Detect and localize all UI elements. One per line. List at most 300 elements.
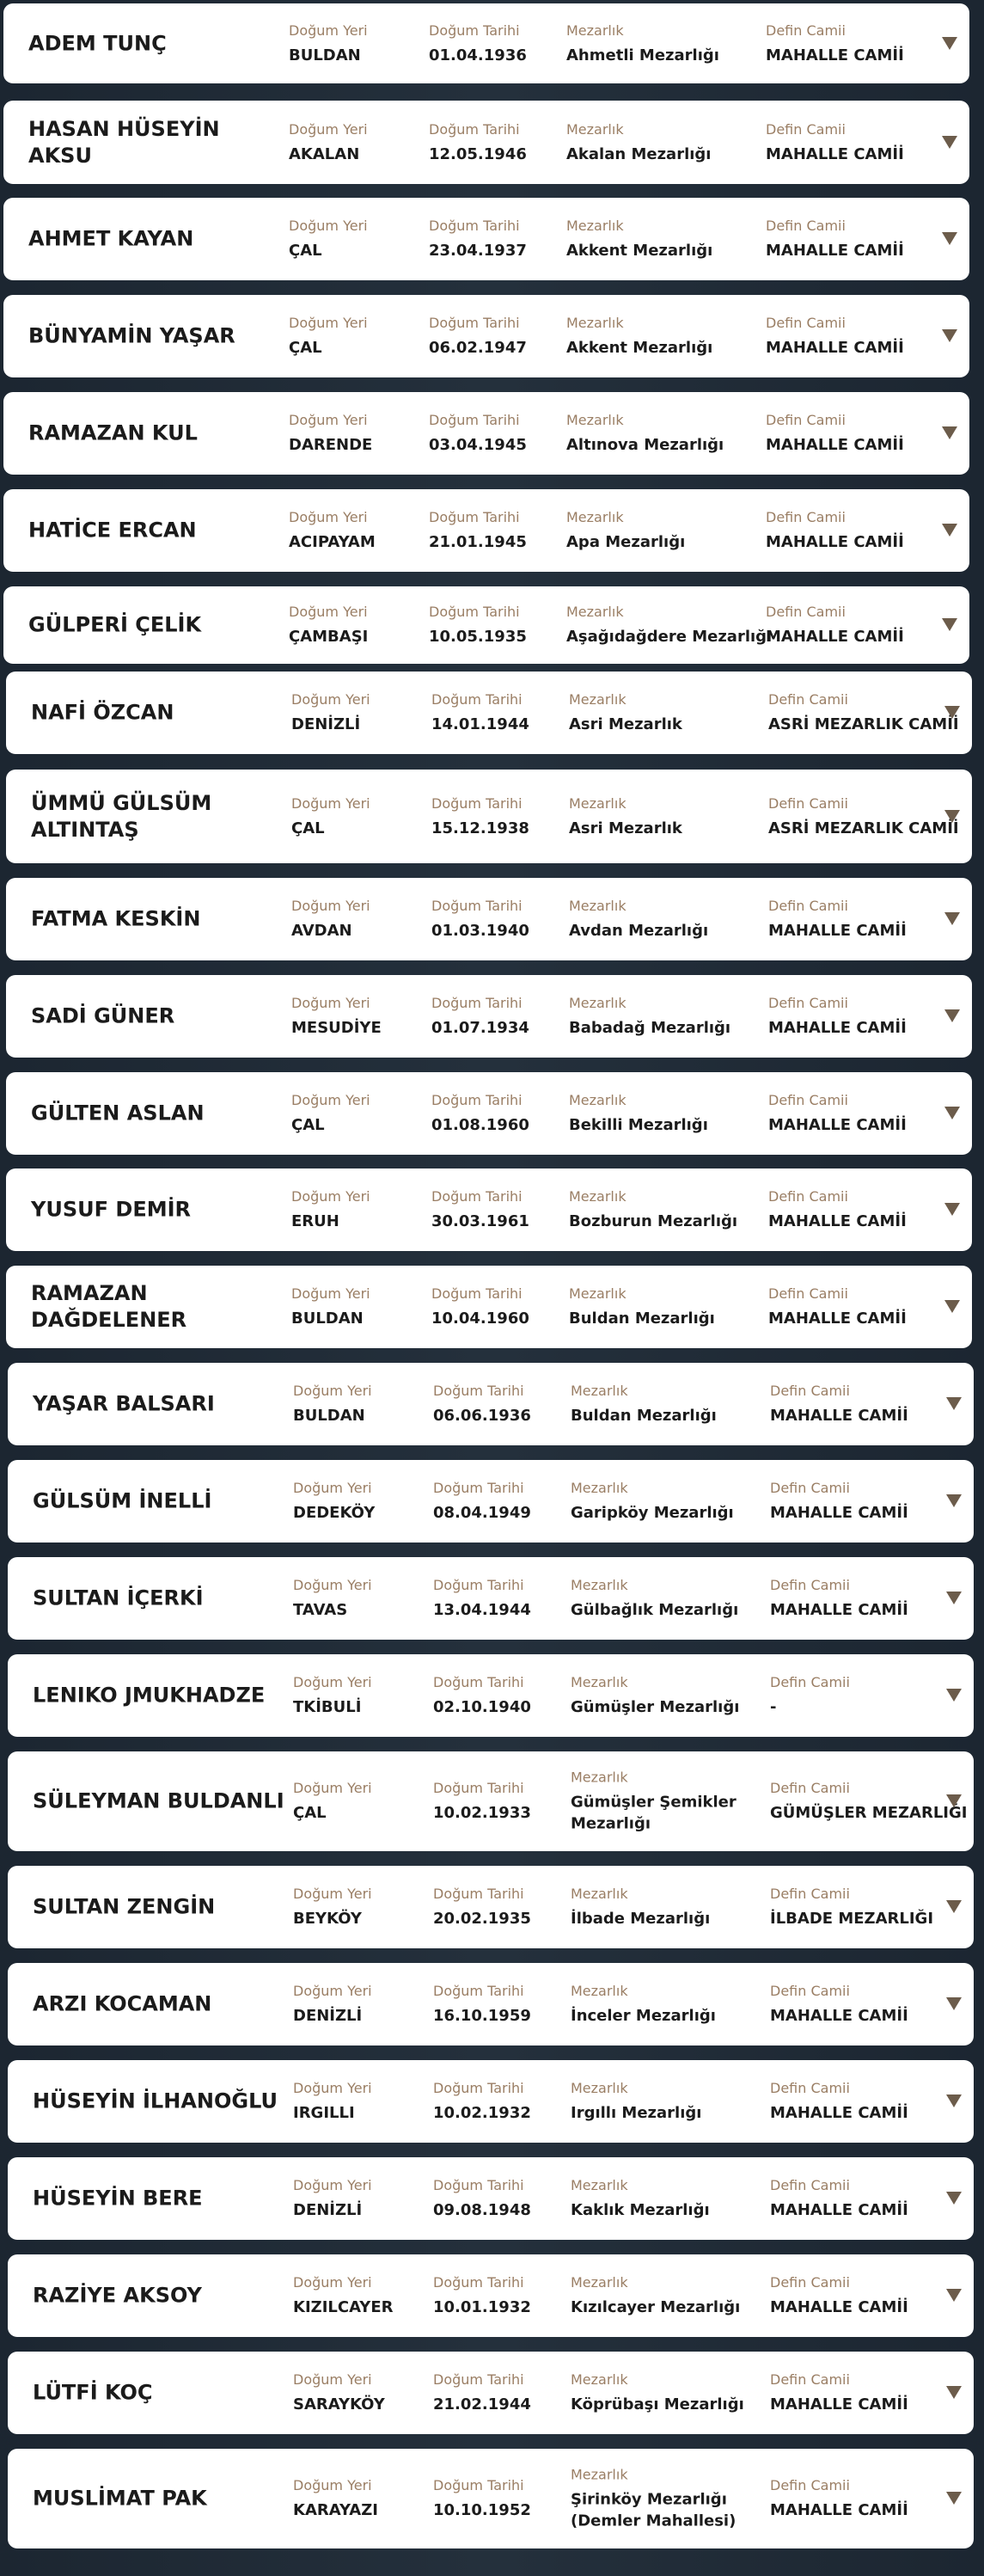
deceased-name: GÜLTEN ASLAN bbox=[31, 1101, 205, 1125]
record-card[interactable] bbox=[3, 198, 969, 280]
mosque-field bbox=[768, 1091, 907, 1136]
mosque-value: MAHALLE CAMİİ bbox=[770, 2395, 908, 2413]
mosque-field bbox=[766, 21, 904, 66]
cemetery-field bbox=[566, 314, 712, 359]
mosque-value: MAHALLE CAMİİ bbox=[770, 1504, 908, 1522]
record-card[interactable] bbox=[8, 1866, 974, 1948]
mosque-label: Defin Camii bbox=[768, 794, 848, 812]
cemetery-label: Mezarlık bbox=[569, 794, 626, 812]
birthdate-label: Doğum Tarihi bbox=[433, 1674, 524, 1690]
record-card[interactable] bbox=[8, 1654, 974, 1737]
cemetery-field bbox=[566, 21, 719, 66]
birthplace-field bbox=[289, 603, 368, 647]
mosque-label: Defin Camii bbox=[766, 509, 846, 525]
cemetery-value: Akkent Mezarlığı bbox=[566, 339, 713, 357]
expand-caret-icon[interactable] bbox=[942, 426, 957, 439]
birthdate-field bbox=[433, 1885, 531, 1929]
mosque-field bbox=[768, 994, 907, 1039]
mosque-field bbox=[770, 1382, 908, 1426]
birthplace-label: Doğum Yeri bbox=[293, 1480, 372, 1496]
cemetery-value: Babadağ Mezarlığı bbox=[569, 1019, 731, 1037]
birthplace-field bbox=[293, 1982, 372, 2027]
birthdate-label: Doğum Tarihi bbox=[429, 509, 520, 525]
expand-caret-icon[interactable] bbox=[946, 2386, 962, 2399]
cemetery-field bbox=[566, 217, 712, 261]
record-card[interactable] bbox=[8, 1557, 974, 1640]
cemetery-value: Aşağıdağdere Mezarlığı bbox=[566, 628, 773, 646]
mosque-label: Defin Camii bbox=[768, 1092, 848, 1108]
birthdate-label: Doğum Tarihi bbox=[433, 1480, 524, 1496]
birthdate-value: 01.07.1934 bbox=[431, 1019, 529, 1037]
mosque-value: MAHALLE CAMİİ bbox=[770, 2007, 908, 2025]
birthplace-field bbox=[291, 897, 370, 941]
record-card[interactable] bbox=[8, 2157, 974, 2240]
cemetery-value: Buldan Mezarlığı bbox=[569, 1309, 715, 1328]
birthdate-field bbox=[431, 1091, 529, 1136]
mosque-field bbox=[766, 120, 904, 165]
birthplace-value: ÇAMBAŞI bbox=[289, 628, 369, 646]
mosque-label: Defin Camii bbox=[770, 1383, 850, 1399]
mosque-label: Defin Camii bbox=[766, 218, 846, 234]
birthplace-field bbox=[293, 2079, 372, 2124]
record-card[interactable] bbox=[3, 101, 969, 184]
birthplace-value: BULDAN bbox=[291, 1309, 364, 1328]
deceased-name: SÜLEYMAN BULDANLI bbox=[33, 1788, 284, 1813]
mosque-value: MAHALLE CAMİİ bbox=[768, 922, 907, 940]
birthplace-value: DENİZLİ bbox=[291, 715, 361, 733]
expand-caret-icon[interactable] bbox=[944, 912, 960, 925]
cemetery-field bbox=[571, 1982, 716, 2027]
record-card[interactable] bbox=[6, 1266, 972, 1348]
expand-caret-icon[interactable] bbox=[942, 618, 957, 631]
birthplace-field bbox=[293, 2273, 393, 2318]
birthdate-label: Doğum Tarihi bbox=[429, 218, 520, 234]
birthplace-value: IRGILLI bbox=[293, 2104, 355, 2122]
mosque-label: Defin Camii bbox=[770, 1480, 850, 1496]
birthdate-field bbox=[429, 411, 527, 456]
birthplace-field bbox=[289, 21, 368, 66]
expand-caret-icon[interactable] bbox=[946, 2095, 962, 2107]
birthdate-value: 01.03.1940 bbox=[431, 922, 529, 940]
birthplace-value: DENİZLİ bbox=[293, 2007, 363, 2025]
birthplace-label: Doğum Yeri bbox=[293, 2371, 372, 2388]
birthplace-label: Doğum Yeri bbox=[289, 604, 368, 620]
cemetery-label: Mezarlık bbox=[566, 21, 624, 39]
cemetery-label: Mezarlık bbox=[566, 412, 624, 428]
record-card[interactable] bbox=[6, 1072, 972, 1155]
birthplace-value: TKİBULİ bbox=[293, 1698, 362, 1716]
record-card[interactable] bbox=[3, 586, 969, 664]
birthplace-field bbox=[291, 1285, 370, 1329]
cemetery-label: Mezarlık bbox=[569, 1092, 626, 1108]
cemetery-field bbox=[569, 897, 708, 941]
record-card[interactable] bbox=[8, 1751, 974, 1851]
expand-caret-icon[interactable] bbox=[942, 37, 957, 50]
record-card[interactable] bbox=[3, 489, 969, 572]
birthdate-value: 10.02.1933 bbox=[433, 1804, 531, 1822]
cemetery-field bbox=[569, 690, 682, 735]
expand-caret-icon[interactable] bbox=[944, 1107, 960, 1119]
cemetery-value: Akalan Mezarlığı bbox=[566, 144, 712, 163]
birthplace-value: AVDAN bbox=[291, 922, 352, 940]
cemetery-label: Mezarlık bbox=[571, 1886, 628, 1902]
birthplace-label: Doğum Yeri bbox=[293, 1383, 372, 1399]
record-card[interactable] bbox=[6, 770, 972, 863]
birthplace-label: Doğum Yeri bbox=[291, 1092, 370, 1108]
mosque-label: Defin Camii bbox=[768, 691, 848, 708]
birthdate-label: Doğum Tarihi bbox=[433, 1780, 524, 1796]
birthplace-label: Doğum Yeri bbox=[293, 1780, 372, 1796]
record-card[interactable] bbox=[8, 1363, 974, 1445]
record-card[interactable] bbox=[6, 878, 972, 960]
birthdate-label: Doğum Tarihi bbox=[431, 691, 523, 708]
birthdate-value: 21.01.1945 bbox=[429, 533, 527, 551]
expand-caret-icon[interactable] bbox=[946, 1794, 962, 1807]
birthplace-value: DENİZLİ bbox=[293, 2201, 363, 2219]
birthplace-value: BULDAN bbox=[293, 1407, 365, 1425]
mosque-label: Defin Camii bbox=[766, 604, 846, 620]
mosque-label: Defin Camii bbox=[770, 1674, 850, 1690]
mosque-label: Defin Camii bbox=[770, 2177, 850, 2193]
birthdate-field bbox=[433, 2476, 531, 2521]
birthplace-field bbox=[293, 1779, 372, 1824]
record-card[interactable] bbox=[6, 975, 972, 1058]
deceased-name: YAŞAR BALSARI bbox=[33, 1391, 215, 1416]
mosque-value: MAHALLE CAMİİ bbox=[766, 533, 904, 551]
birthplace-field bbox=[293, 1673, 372, 1718]
expand-caret-icon[interactable] bbox=[944, 1300, 960, 1313]
birthplace-value: DEDEKÖY bbox=[293, 1504, 376, 1522]
birthdate-value: 30.03.1961 bbox=[431, 1212, 529, 1230]
birthplace-field bbox=[293, 1885, 372, 1929]
birthdate-value: 09.08.1948 bbox=[433, 2201, 531, 2219]
cemetery-value: İnceler Mezarlığı bbox=[571, 2007, 716, 2025]
expand-caret-icon[interactable] bbox=[946, 1494, 962, 1507]
mosque-field bbox=[766, 217, 904, 261]
birthdate-label: Doğum Tarihi bbox=[429, 21, 520, 39]
mosque-label: Defin Camii bbox=[770, 1780, 850, 1796]
birthplace-label: Doğum Yeri bbox=[289, 315, 368, 331]
birthplace-value: ÇAL bbox=[289, 339, 322, 357]
cemetery-label: Mezarlık bbox=[566, 218, 624, 234]
birthplace-value: TAVAS bbox=[293, 1601, 348, 1619]
mosque-field bbox=[768, 690, 959, 735]
deceased-name: ARZI KOCAMAN bbox=[33, 1991, 212, 2016]
birthplace-field bbox=[293, 2476, 378, 2521]
birthdate-label: Doğum Tarihi bbox=[433, 2371, 524, 2388]
birthdate-label: Doğum Tarihi bbox=[429, 120, 520, 138]
mosque-value: ASRİ MEZARLIK CAMİİ bbox=[768, 715, 959, 733]
expand-caret-icon[interactable] bbox=[942, 329, 957, 342]
cemetery-value: Köprübaşı Mezarlığı bbox=[571, 2395, 744, 2413]
birthplace-label: Doğum Yeri bbox=[293, 2080, 372, 2096]
birthdate-value: 12.05.1946 bbox=[429, 144, 527, 163]
birthdate-value: 21.02.1944 bbox=[433, 2395, 531, 2413]
birthdate-field bbox=[433, 1982, 531, 2027]
cemetery-label: Mezarlık bbox=[571, 1769, 628, 1786]
cemetery-field bbox=[571, 1885, 710, 1929]
birthplace-field bbox=[293, 2371, 385, 2415]
deceased-name: FATMA KESKİN bbox=[31, 906, 201, 931]
birthdate-value: 15.12.1938 bbox=[431, 819, 529, 837]
birthdate-field bbox=[431, 1187, 529, 1232]
mosque-label: Defin Camii bbox=[768, 995, 848, 1011]
cemetery-value: Bekilli Mezarlığı bbox=[569, 1116, 708, 1134]
birthplace-field bbox=[289, 314, 368, 359]
birthdate-label: Doğum Tarihi bbox=[433, 1383, 524, 1399]
birthplace-field bbox=[293, 1576, 372, 1621]
birthdate-field bbox=[433, 1779, 531, 1824]
cemetery-field bbox=[571, 1382, 717, 1426]
cemetery-field bbox=[566, 120, 711, 165]
mosque-field bbox=[770, 1982, 908, 2027]
birthdate-label: Doğum Tarihi bbox=[433, 1577, 524, 1593]
deceased-name: RAMAZAN DAĞDELENER bbox=[31, 1281, 187, 1332]
expand-caret-icon[interactable] bbox=[944, 706, 960, 719]
cemetery-field bbox=[571, 1673, 739, 1718]
birthplace-label: Doğum Yeri bbox=[293, 2177, 372, 2193]
mosque-value: MAHALLE CAMİİ bbox=[770, 2201, 908, 2219]
deceased-name: SULTAN İÇERKİ bbox=[33, 1585, 204, 1610]
cemetery-label: Mezarlık bbox=[569, 1285, 626, 1302]
mosque-value: MAHALLE CAMİİ bbox=[768, 1212, 907, 1230]
birthplace-value: KARAYAZI bbox=[293, 2501, 378, 2519]
expand-caret-icon[interactable] bbox=[944, 810, 960, 823]
cemetery-value: Akkent Mezarlığı bbox=[566, 242, 713, 260]
birthplace-field bbox=[289, 217, 368, 261]
deceased-name: ADEM TUNÇ bbox=[28, 31, 167, 55]
cemetery-label: Mezarlık bbox=[569, 1188, 626, 1205]
deceased-name: HÜSEYİN BERE bbox=[33, 2186, 203, 2211]
mosque-value: MAHALLE CAMİİ bbox=[770, 1407, 908, 1425]
birthplace-field bbox=[291, 1187, 370, 1232]
birthdate-field bbox=[429, 21, 527, 66]
mosque-label: Defin Camii bbox=[768, 1188, 848, 1205]
expand-caret-icon[interactable] bbox=[946, 1900, 962, 1913]
birthplace-label: Doğum Yeri bbox=[291, 794, 370, 812]
birthdate-label: Doğum Tarihi bbox=[433, 1886, 524, 1902]
expand-caret-icon[interactable] bbox=[942, 136, 957, 149]
mosque-value: MAHALLE CAMİİ bbox=[770, 2298, 908, 2316]
birthdate-field bbox=[433, 1576, 531, 1621]
record-card[interactable] bbox=[6, 672, 972, 754]
birthplace-value: BEYKÖY bbox=[293, 1910, 362, 1928]
cemetery-label: Mezarlık bbox=[571, 1383, 628, 1399]
expand-caret-icon[interactable] bbox=[946, 1689, 962, 1702]
birthdate-value: 10.02.1932 bbox=[433, 2104, 531, 2122]
birthplace-field bbox=[293, 2176, 372, 2221]
cemetery-field bbox=[569, 1285, 715, 1329]
mosque-field bbox=[770, 2476, 908, 2521]
mosque-label: Defin Camii bbox=[770, 2371, 850, 2388]
cemetery-value: Avdan Mezarlığı bbox=[569, 922, 709, 940]
birthdate-field bbox=[429, 508, 527, 553]
mosque-field bbox=[770, 1779, 967, 1824]
expand-caret-icon[interactable] bbox=[944, 1203, 960, 1216]
mosque-field bbox=[766, 411, 904, 456]
birthdate-label: Doğum Tarihi bbox=[433, 2177, 524, 2193]
mosque-field bbox=[770, 1885, 933, 1929]
record-card[interactable] bbox=[8, 1963, 974, 2045]
record-card[interactable] bbox=[8, 2449, 974, 2548]
record-card[interactable] bbox=[8, 1460, 974, 1543]
record-card[interactable] bbox=[8, 2060, 974, 2143]
mosque-field bbox=[770, 1479, 908, 1524]
cemetery-value: Garipköy Mezarlığı bbox=[571, 1504, 734, 1522]
cemetery-field bbox=[569, 794, 682, 839]
birthdate-label: Doğum Tarihi bbox=[431, 1285, 523, 1302]
record-card[interactable] bbox=[3, 3, 969, 83]
birthplace-label: Doğum Yeri bbox=[293, 1886, 372, 1902]
cemetery-field bbox=[571, 1479, 734, 1524]
mosque-value: MAHALLE CAMİİ bbox=[770, 2501, 908, 2519]
mosque-field bbox=[770, 2273, 908, 2318]
cemetery-label: Mezarlık bbox=[569, 995, 626, 1011]
birthplace-field bbox=[293, 1382, 372, 1426]
expand-caret-icon[interactable] bbox=[946, 2492, 962, 2505]
birthdate-label: Doğum Tarihi bbox=[431, 995, 523, 1011]
birthdate-field bbox=[431, 1285, 529, 1329]
deceased-name: BÜNYAMİN YAŞAR bbox=[28, 323, 235, 348]
birthdate-field bbox=[433, 1673, 531, 1718]
cemetery-label: Mezarlık bbox=[571, 1577, 628, 1593]
cemetery-label: Mezarlık bbox=[571, 2371, 628, 2388]
mosque-field bbox=[766, 508, 904, 553]
cemetery-label: Mezarlık bbox=[566, 120, 624, 138]
mosque-label: Defin Camii bbox=[766, 412, 846, 428]
cemetery-label: Mezarlık bbox=[566, 315, 624, 331]
expand-caret-icon[interactable] bbox=[946, 2289, 962, 2302]
birthplace-value: ÇAL bbox=[293, 1804, 327, 1822]
mosque-value: MAHALLE CAMİİ bbox=[768, 1116, 907, 1134]
deceased-name: YUSUF DEMİR bbox=[31, 1197, 191, 1222]
deceased-name: MUSLİMAT PAK bbox=[33, 2486, 207, 2511]
deceased-name: LENIKO JMUKHADZE bbox=[33, 1683, 266, 1708]
mosque-label: Defin Camii bbox=[766, 315, 846, 331]
birthdate-label: Doğum Tarihi bbox=[429, 315, 520, 331]
mosque-field bbox=[768, 1285, 907, 1329]
cemetery-label: Mezarlık bbox=[571, 1480, 628, 1496]
birthdate-field bbox=[431, 897, 529, 941]
expand-caret-icon[interactable] bbox=[946, 1997, 962, 2010]
birthplace-field bbox=[291, 1091, 370, 1136]
mosque-field bbox=[770, 1576, 908, 1621]
birthdate-label: Doğum Tarihi bbox=[431, 794, 523, 812]
birthdate-field bbox=[433, 2371, 531, 2415]
deceased-name: RAMAZAN KUL bbox=[28, 420, 198, 445]
birthplace-value: SARAYKÖY bbox=[293, 2395, 385, 2413]
mosque-value: MAHALLE CAMİİ bbox=[766, 46, 904, 64]
cemetery-value: Asri Mezarlık bbox=[569, 715, 682, 733]
birthdate-field bbox=[433, 1479, 531, 1524]
birthdate-value: 10.10.1952 bbox=[433, 2501, 531, 2519]
mosque-value: MAHALLE CAMİİ bbox=[770, 2104, 908, 2122]
birthplace-label: Doğum Yeri bbox=[291, 1188, 370, 1205]
expand-caret-icon[interactable] bbox=[946, 1397, 962, 1410]
cemetery-field bbox=[566, 411, 724, 456]
mosque-value: MAHALLE CAMİİ bbox=[768, 1019, 907, 1037]
birthplace-label: Doğum Yeri bbox=[293, 1674, 372, 1690]
cemetery-value: Altınova Mezarlığı bbox=[566, 436, 724, 454]
birthdate-field bbox=[429, 217, 527, 261]
birthdate-value: 13.04.1944 bbox=[433, 1601, 531, 1619]
expand-caret-icon[interactable] bbox=[942, 232, 957, 245]
mosque-label: Defin Camii bbox=[770, 2477, 850, 2493]
cemetery-field bbox=[569, 1091, 708, 1136]
mosque-field bbox=[768, 1187, 907, 1232]
cemetery-value: Apa Mezarlığı bbox=[566, 533, 686, 551]
deceased-name: HATİCE ERCAN bbox=[28, 518, 197, 543]
birthplace-value: BULDAN bbox=[289, 46, 361, 64]
birthplace-value: ÇAL bbox=[291, 1116, 325, 1134]
mosque-value: MAHALLE CAMİİ bbox=[766, 144, 904, 163]
birthdate-field bbox=[433, 2176, 531, 2221]
cemetery-value: Şirinköy Mezarlığı (Demler Mahallesi) bbox=[571, 2490, 736, 2530]
deceased-name: RAZİYE AKSOY bbox=[33, 2283, 202, 2308]
record-card[interactable] bbox=[3, 295, 969, 377]
cemetery-label: Mezarlık bbox=[571, 2177, 628, 2193]
cemetery-label: Mezarlık bbox=[569, 898, 626, 914]
record-card[interactable] bbox=[8, 2352, 974, 2434]
cemetery-label: Mezarlık bbox=[569, 691, 626, 708]
expand-caret-icon[interactable] bbox=[944, 1009, 960, 1022]
birthdate-field bbox=[433, 2079, 531, 2124]
deceased-name: ÜMMÜ GÜLSÜM ALTINTAŞ bbox=[31, 790, 212, 842]
record-card[interactable] bbox=[6, 1168, 972, 1251]
cemetery-value: Irgıllı Mezarlığı bbox=[571, 2104, 702, 2122]
birthdate-label: Doğum Tarihi bbox=[433, 1983, 524, 1999]
cemetery-label: Mezarlık bbox=[571, 2274, 628, 2291]
mosque-label: Defin Camii bbox=[770, 1577, 850, 1593]
birthdate-label: Doğum Tarihi bbox=[433, 2477, 524, 2493]
birthplace-field bbox=[291, 794, 370, 839]
cemetery-label: Mezarlık bbox=[571, 2080, 628, 2096]
birthplace-label: Doğum Yeri bbox=[291, 898, 370, 914]
birthplace-field bbox=[291, 690, 370, 735]
mosque-field bbox=[770, 2079, 908, 2124]
cemetery-label: Mezarlık bbox=[566, 509, 624, 525]
birthplace-label: Doğum Yeri bbox=[293, 1577, 372, 1593]
birthdate-value: 06.06.1936 bbox=[433, 1407, 531, 1425]
birthplace-field bbox=[291, 994, 382, 1039]
deceased-name: AHMET KAYAN bbox=[28, 226, 194, 251]
expand-caret-icon[interactable] bbox=[946, 2192, 962, 2205]
record-card[interactable] bbox=[8, 2254, 974, 2337]
cemetery-field bbox=[571, 2273, 740, 2318]
birthdate-value: 10.04.1960 bbox=[431, 1309, 529, 1328]
birthdate-label: Doğum Tarihi bbox=[431, 1092, 523, 1108]
birthplace-label: Doğum Yeri bbox=[289, 120, 368, 138]
birthdate-field bbox=[429, 314, 527, 359]
mosque-value: MAHALLE CAMİİ bbox=[766, 242, 904, 260]
cemetery-value: Buldan Mezarlığı bbox=[571, 1407, 717, 1425]
cemetery-field bbox=[571, 2079, 701, 2124]
birthdate-label: Doğum Tarihi bbox=[429, 604, 520, 620]
birthdate-value: 08.04.1949 bbox=[433, 1504, 531, 1522]
mosque-field bbox=[766, 314, 904, 359]
birthdate-value: 06.02.1947 bbox=[429, 339, 527, 357]
expand-caret-icon[interactable] bbox=[946, 1592, 962, 1604]
record-card[interactable] bbox=[3, 392, 969, 475]
mosque-label: Defin Camii bbox=[770, 1983, 850, 1999]
birthdate-value: 10.01.1932 bbox=[433, 2298, 531, 2316]
birthplace-field bbox=[289, 508, 376, 553]
cemetery-value: İlbade Mezarlığı bbox=[571, 1910, 711, 1928]
deceased-name: LÜTFİ KOÇ bbox=[33, 2380, 153, 2405]
expand-caret-icon[interactable] bbox=[942, 524, 957, 537]
deceased-name: NAFİ ÖZCAN bbox=[31, 700, 174, 725]
birthdate-label: Doğum Tarihi bbox=[433, 2080, 524, 2096]
